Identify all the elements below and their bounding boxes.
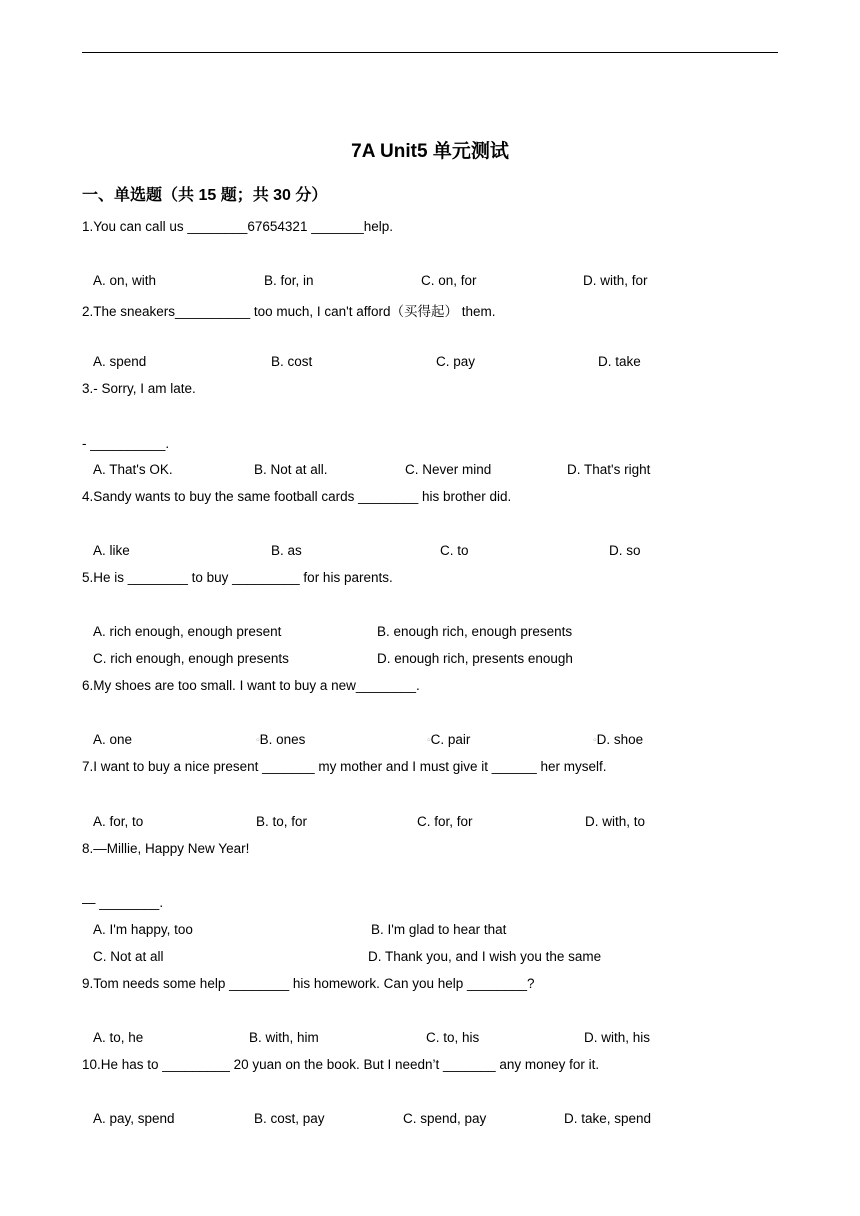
dot-marker-icon: ○ <box>593 737 597 744</box>
option: A. one <box>93 732 133 747</box>
option-label: C. pair <box>430 732 471 747</box>
dot-marker-icon: ○ <box>256 737 260 744</box>
option: A. pay, spend <box>93 1111 175 1126</box>
option <box>593 732 643 747</box>
option: A. for, to <box>93 814 144 829</box>
option: D. so <box>609 543 641 558</box>
option: C. on, for <box>421 273 477 288</box>
option: A. on, with <box>93 273 157 288</box>
option: C. to <box>440 543 469 558</box>
question-reply: - __________. <box>82 436 170 451</box>
option: C. Never mind <box>405 462 492 477</box>
option: B. enough rich, enough presents <box>377 624 573 639</box>
option: C. pay <box>436 354 476 369</box>
option: D. with, for <box>583 273 648 288</box>
option: B. with, him <box>249 1030 319 1045</box>
option: C. spend, pay <box>403 1111 487 1126</box>
option <box>256 732 305 747</box>
question-stem: 8.—Millie, Happy New Year! <box>82 841 250 856</box>
option: B. cost <box>271 354 313 369</box>
option-label: B. ones <box>259 732 306 747</box>
question-stem: 5.He is ________ to buy _________ for his parents. <box>82 570 393 585</box>
question-reply: — ________. <box>82 895 164 910</box>
question-stem: 2.The sneakers__________ too much, I can't afford（买得起） them. <box>82 304 496 319</box>
question-stem: 1.You can call us ________67654321 _______help. <box>82 219 394 234</box>
option: A. I'm happy, too <box>93 922 193 937</box>
option-label: D. shoe <box>596 732 644 747</box>
option: B. cost, pay <box>254 1111 325 1126</box>
section-heading: 一、单选题（共 15 题；共 30 分） <box>82 187 328 204</box>
option <box>427 732 470 747</box>
option: A. That's OK. <box>93 462 173 477</box>
option: B. I'm glad to hear that <box>371 922 507 937</box>
question-stem: 10.He has to _________ 20 yuan on the book. But I needn’t _______ any money for it. <box>82 1057 600 1072</box>
option: B. for, in <box>264 273 314 288</box>
option: D. Thank you, and I wish you the same <box>368 949 602 964</box>
dot-marker-icon: ○ <box>427 737 431 744</box>
question-stem: 4.Sandy wants to buy the same football cards ________ his brother did. <box>82 489 512 504</box>
option: D. That's right <box>567 462 651 477</box>
header-rule <box>82 52 778 53</box>
question-stem: 6.My shoes are too small. I want to buy a new________. <box>82 678 420 693</box>
option: A. to, he <box>93 1030 144 1045</box>
option: B. to, for <box>256 814 308 829</box>
option: A. like <box>93 543 130 558</box>
option: C. rich enough, enough presents <box>93 651 289 666</box>
question-stem: 3.- Sorry, I am late. <box>82 381 196 396</box>
option: C. to, his <box>426 1030 480 1045</box>
option: D. take, spend <box>564 1111 652 1126</box>
option: C. for, for <box>417 814 473 829</box>
option: D. take <box>598 354 641 369</box>
option: A. rich enough, enough present <box>93 624 282 639</box>
option: C. Not at all <box>93 949 164 964</box>
option: D. enough rich, presents enough <box>377 651 573 666</box>
option: A. spend <box>93 354 147 369</box>
page-title: 7A Unit5 单元测试 <box>351 141 509 162</box>
option: D. with, his <box>584 1030 651 1045</box>
question-stem: 7.I want to buy a nice present _______ my mother and I must give it ______ her myself. <box>82 759 607 774</box>
option: B. Not at all. <box>254 462 328 477</box>
option: B. as <box>271 543 302 558</box>
option: D. with, to <box>585 814 646 829</box>
question-stem: 9.Tom needs some help ________ his homework. Can you help ________? <box>82 976 535 991</box>
